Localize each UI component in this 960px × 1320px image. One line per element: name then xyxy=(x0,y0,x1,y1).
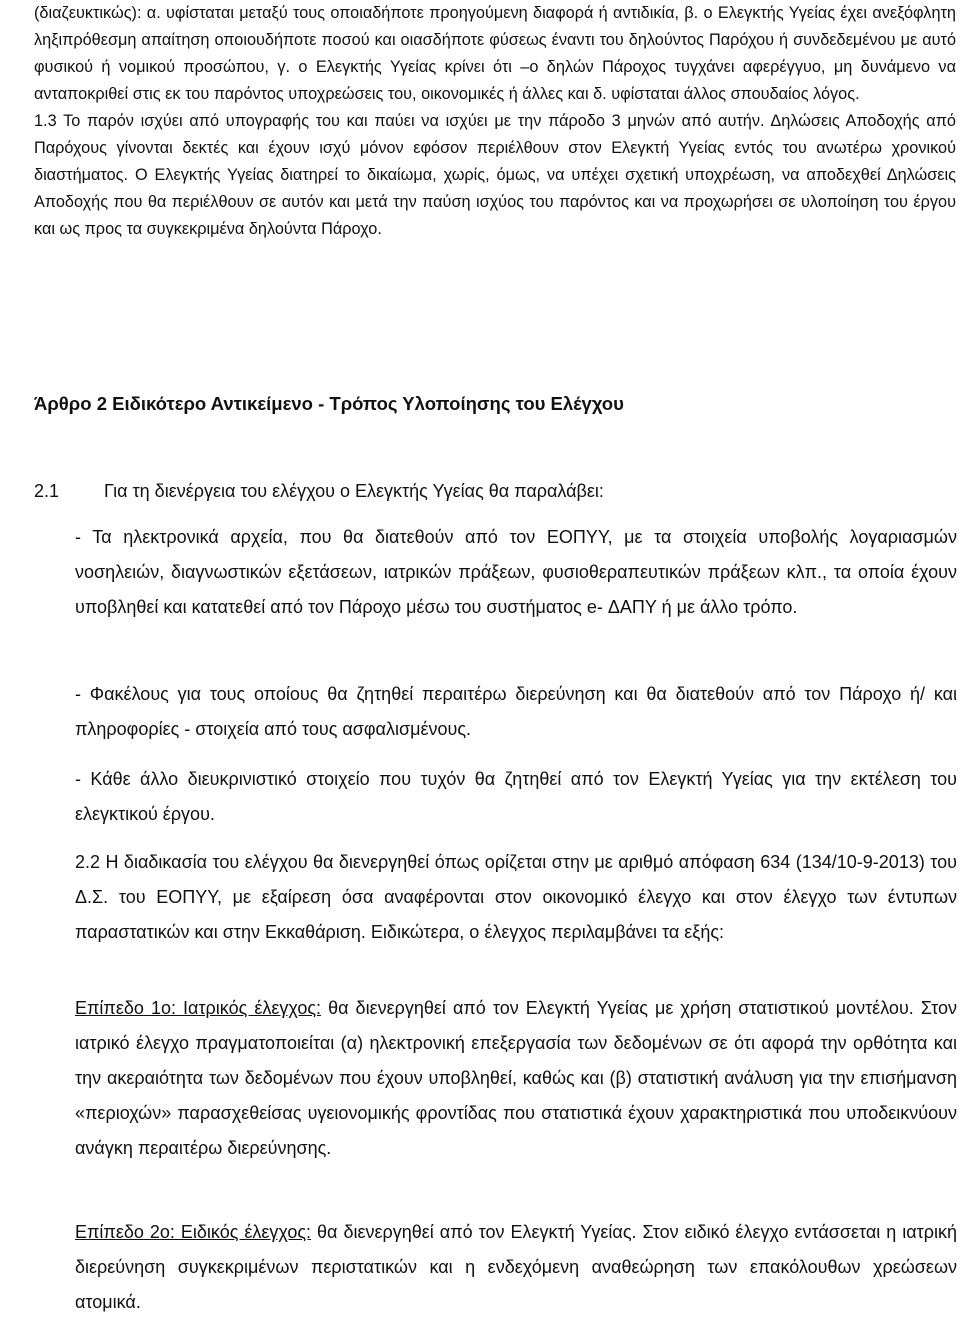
level-2-paragraph xyxy=(75,1215,957,1320)
bullet-folders: - Φακέλους για τους οποίους θα ζητηθεί περαιτέρω διερεύνηση και θα διατεθούν από τον Πάροχο ή/ και πληροφορίες - στοιχεία από τους ασφαλισμένους. xyxy=(75,684,957,739)
article-2-heading: Άρθρο 2 Ειδικότερο Αντικείμενο - Τρόπος Υλοποίησης του Ελέγχου xyxy=(34,393,624,414)
level-2-text: θα διενεργηθεί από τον Ελεγκτή Υγείας. Στον ειδικό έλεγχο εντάσσεται η ιατρική διερεύνηση συγκεκριμένων περιστατικών και η ενδεχόμενη αναθεώρηση των επακόλουθων χρεώσεων ατομικά. xyxy=(75,1222,957,1312)
paragraph-2-2: 2.2 Η διαδικασία του ελέγχου θα διενεργηθεί όπως ορίζεται στην με αριθμό απόφαση 634 (134/10-9-2013) του Δ.Σ. του ΕΟΠΥΥ, με εξαίρεση όσα αναφέρονται στον οικονομικό έλεγχο και στον έλεγχο των έντυπων παραστατικών και στην Εκκαθάριση. Ειδικώτερα, ο έλεγχος περιλαμβάνει τα εξής: xyxy=(75,852,957,942)
level-1-paragraph xyxy=(75,991,957,1166)
upper-paragraphs xyxy=(34,0,956,243)
bullet-electronic-files: - Τα ηλεκτρονικά αρχεία, που θα διατεθούν από τον ΕΟΠΥΥ, με τα στοιχεία υποβολής λογαριασμών νοσηλειών, διαγνωστικών εξετάσεων, ιατρικών πράξεων, φυσιοθεραπευτικών πράξεων κλπ., τα οποία έχουν υποβληθεί και κατατεθεί από τον Πάροχο μέσω του συστήματος e- ΔΑΠΥ ή με άλλο τρόπο. xyxy=(75,527,957,617)
section-2-1-number: 2.1 xyxy=(34,481,60,501)
section-2-1-text: Για τη διενέργεια του ελέγχου ο Ελεγκτής Υγείας θα παραλάβει: xyxy=(104,481,604,501)
section-2-1 xyxy=(34,478,956,504)
paragraph-1-3: 1.3 Το παρόν ισχύει από υπογραφής του και παύει να ισχύει με την πάροδο 3 μηνών από αυτήν. Δηλώσεις Αποδοχής από Παρόχους γίνονται δεκτές και έχουν ισχύ μόνον εφόσον περιέλθουν στον Ελεγκτή Υγείας εντός του ανωτέρω χρονικού διαστήματος. Ο Ελεγκτής Υγείας διατηρεί το δικαίωμα, χωρίς, όμως, να υπέχει σχετική υποχρέωση, να αποδεχθεί Δηλώσεις Αποδοχής που θα περιέλθουν σε αυτόν και μετά την παύση ισχύος του παρόντος και να προχωρήσει σε υλοποίηση του έργου και ως προς τα συγκεκριμένα δηλούντα Πάροχο. xyxy=(34,112,956,238)
level-2-label: Επίπεδο 2ο: Ειδικός έλεγχος: xyxy=(75,1222,312,1242)
level-1-label: Επίπεδο 1ο: Ιατρικός έλεγχος: xyxy=(75,998,322,1018)
bullet-other-items: - Κάθε άλλο διευκρινιστικό στοιχείο που τυχόν θα ζητηθεί από τον Ελεγκτή Υγείας για την εκτέλεση του ελεγκτικού έργου. xyxy=(75,769,957,824)
paragraph-1-2-continuation: (διαζευκτικώς): α. υφίσταται μεταξύ τους οποιαδήποτε προηγούμενη διαφορά ή αντιδικία, β. ο Ελεγκτής Υγείας έχει ανεξόφλητη ληξιπρόθεσμη απαίτηση οποιουδήποτε ποσού και οιασδήποτε φύσεως έναντι του δηλούντος Παρόχου ή συνδεδεμένου με αυτό φυσικού ή νομικού προσώπου, γ. ο Ελεγκτής Υγείας κρίνει ότι –ο δηλών Πάροχος τυγχάνει αφερέγγυο, μη δυνάμενο να ανταποκριθεί στις εκ του παρόντος υποχρεώσεις του, οικονομικές ή άλλες και δ. υφίσταται άλλος σπουδαίος λόγος. xyxy=(34,4,956,103)
level-1-text: θα διενεργηθεί από τον Ελεγκτή Υγείας με χρήση στατιστικού μοντέλου. Στον ιατρικό έλεγχο πραγματοποιείται (α) ηλεκτρονική επεξεργασία των δεδομένων σε ότι αφορά την ορθότητα και την ακεραιότητα των δεδομένων που έχουν υποβληθεί, καθώς και (β) στατιστική ανάλυση για την επισήμανση «περιοχών» παρασχεθείσας υγειονομικής φροντίδας που στατιστικά έχουν χαρακτηριστικά που υποδεικνύουν ανάγκη περαιτέρω διερεύνησης. xyxy=(75,998,957,1158)
